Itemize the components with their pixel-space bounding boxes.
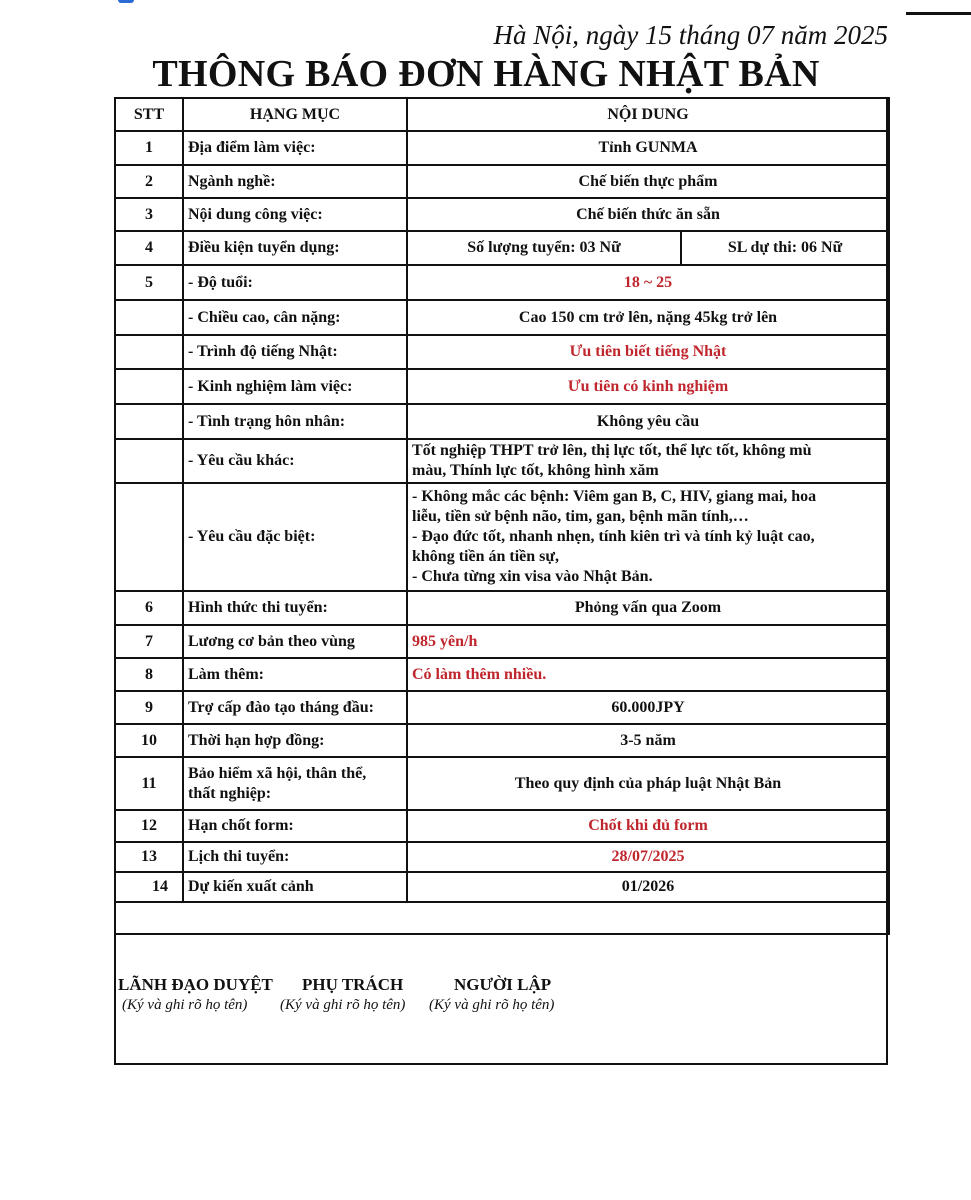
row-item: Lịch thi tuyển: bbox=[183, 842, 407, 872]
row-item: Dự kiến xuất cảnh bbox=[183, 872, 407, 902]
header-item: HẠNG MỤC bbox=[183, 98, 407, 131]
header-content: NỘI DUNG bbox=[407, 98, 889, 131]
value-line: liễu, tiền sử bệnh não, tim, gan, bệnh mãn tính,… bbox=[412, 508, 749, 525]
row-stt: 1 bbox=[115, 131, 183, 165]
signature-note: (Ký và ghi rõ họ tên) bbox=[280, 997, 406, 1013]
signature-label-supervisor: PHỤ TRÁCH bbox=[302, 975, 404, 994]
date-line: Hà Nội, ngày 15 tháng 07 năm 2025 bbox=[493, 20, 888, 50]
row-stt bbox=[115, 300, 183, 335]
row-item: - Độ tuổi: bbox=[183, 265, 407, 300]
row-stt: 8 bbox=[115, 658, 183, 691]
row-item: - Yêu cầu khác: bbox=[183, 439, 407, 483]
row-stt: 9 bbox=[115, 691, 183, 724]
row-item-multiline bbox=[183, 757, 407, 810]
row-item: Nội dung công việc: bbox=[183, 198, 407, 231]
value-line: không tiền án tiền sự, bbox=[412, 548, 559, 565]
row-item: Hạn chốt form: bbox=[183, 810, 407, 842]
value-line: màu, Thính lực tốt, không hình xăm bbox=[412, 462, 659, 479]
row-value: Ưu tiên biết tiếng Nhật bbox=[407, 335, 889, 369]
row-stt: 2 bbox=[115, 165, 183, 198]
row-value: 28/07/2025 bbox=[407, 842, 889, 872]
table-row bbox=[115, 658, 889, 691]
top-edge-mark bbox=[118, 0, 134, 3]
item-line: thất nghiệp: bbox=[188, 784, 272, 802]
row-item: - Tình trạng hôn nhân: bbox=[183, 404, 407, 439]
table-row bbox=[115, 691, 889, 724]
row-stt: 6 bbox=[115, 591, 183, 625]
row-stt: 13 bbox=[115, 842, 183, 872]
row-stt bbox=[115, 404, 183, 439]
row-item: - Chiều cao, cân nặng: bbox=[183, 300, 407, 335]
row-stt bbox=[115, 335, 183, 369]
table-row bbox=[115, 483, 889, 591]
row-value: Tỉnh GUNMA bbox=[407, 131, 889, 165]
signature-note: (Ký và ghi rõ họ tên) bbox=[122, 997, 248, 1013]
row-value: 18 ~ 25 bbox=[407, 265, 889, 300]
signature-note: (Ký và ghi rõ họ tên) bbox=[429, 997, 555, 1013]
row-value: Phỏng vấn qua Zoom bbox=[407, 591, 889, 625]
table-row bbox=[115, 625, 889, 658]
row-value: Cao 150 cm trở lên, nặng 45kg trở lên bbox=[407, 300, 889, 335]
table-row bbox=[115, 842, 889, 872]
row-value-multiline bbox=[407, 439, 889, 483]
row-item: - Trình độ tiếng Nhật: bbox=[183, 335, 407, 369]
signature-label-director: LÃNH ĐẠO DUYỆT bbox=[118, 975, 273, 994]
row-item: - Yêu cầu đặc biệt: bbox=[183, 483, 407, 591]
row-item: Lương cơ bản theo vùng bbox=[183, 625, 407, 658]
header-stt: STT bbox=[115, 98, 183, 131]
table-row bbox=[115, 439, 889, 483]
row-item: Địa điểm làm việc: bbox=[183, 131, 407, 165]
table-row bbox=[115, 265, 889, 300]
row-value: Ưu tiên có kinh nghiệm bbox=[407, 369, 889, 404]
row-value-multiline bbox=[407, 483, 889, 591]
row-value: 985 yên/h bbox=[407, 625, 889, 658]
document-title: THÔNG BÁO ĐƠN HÀNG NHẬT BẢN bbox=[152, 53, 820, 95]
item-line: Bảo hiểm xã hội, thân thể, bbox=[188, 764, 367, 782]
table-row bbox=[115, 757, 889, 810]
table-row bbox=[115, 369, 889, 404]
row-value: Chốt khi đủ form bbox=[407, 810, 889, 842]
row-item: Ngành nghề: bbox=[183, 165, 407, 198]
table-row bbox=[115, 810, 889, 842]
row-value: Theo quy định của pháp luật Nhật Bản bbox=[407, 757, 889, 810]
table-row bbox=[115, 591, 889, 625]
row-value: Không yêu cầu bbox=[407, 404, 889, 439]
row-value: Chế biến thức ăn sẵn bbox=[407, 198, 889, 231]
row-item: Thời hạn hợp đồng: bbox=[183, 724, 407, 757]
row-stt bbox=[115, 439, 183, 483]
row-stt: 14 bbox=[115, 872, 183, 902]
row-value: Chế biến thực phẩm bbox=[407, 165, 889, 198]
table-row bbox=[115, 872, 889, 902]
table-row bbox=[115, 724, 889, 757]
table-row bbox=[115, 300, 889, 335]
row-stt: 7 bbox=[115, 625, 183, 658]
row-value-quota: Số lượng tuyển: 03 Nữ bbox=[407, 231, 681, 265]
row-value: Có làm thêm nhiều. bbox=[407, 658, 889, 691]
signature-label-preparer: NGƯỜI LẬP bbox=[454, 975, 552, 994]
row-stt bbox=[115, 483, 183, 591]
row-value: 01/2026 bbox=[407, 872, 889, 902]
row-stt bbox=[115, 369, 183, 404]
row-item: Hình thức thi tuyển: bbox=[183, 591, 407, 625]
row-item: Trợ cấp đào tạo tháng đầu: bbox=[183, 691, 407, 724]
value-line: Tốt nghiệp THPT trở lên, thị lực tốt, thể lực tốt, không mù bbox=[412, 442, 812, 459]
table-row bbox=[115, 198, 889, 231]
table-row bbox=[115, 231, 889, 265]
row-value: 3-5 năm bbox=[407, 724, 889, 757]
table-header-row bbox=[115, 98, 889, 131]
table-row bbox=[115, 131, 889, 165]
table-row bbox=[115, 335, 889, 369]
row-stt: 10 bbox=[115, 724, 183, 757]
row-item: Điều kiện tuyển dụng: bbox=[183, 231, 407, 265]
blank-cell bbox=[115, 902, 889, 934]
row-stt: 12 bbox=[115, 810, 183, 842]
row-item: - Kinh nghiệm làm việc: bbox=[183, 369, 407, 404]
blank-row bbox=[115, 902, 889, 934]
row-stt: 5 bbox=[115, 265, 183, 300]
row-stt: 3 bbox=[115, 198, 183, 231]
row-value-exam-quota: SL dự thi: 06 Nữ bbox=[681, 231, 889, 265]
table-row bbox=[115, 165, 889, 198]
top-edge-rule bbox=[906, 12, 971, 15]
value-line: - Chưa từng xin visa vào Nhật Bản. bbox=[412, 568, 653, 585]
row-stt: 11 bbox=[115, 757, 183, 810]
table-row bbox=[115, 404, 889, 439]
row-stt: 4 bbox=[115, 231, 183, 265]
order-table bbox=[114, 97, 890, 935]
value-line: - Đạo đức tốt, nhanh nhẹn, tính kiên trì và tính kỷ luật cao, bbox=[412, 528, 815, 545]
row-item: Làm thêm: bbox=[183, 658, 407, 691]
value-line: - Không mắc các bệnh: Viêm gan B, C, HIV, giang mai, hoa bbox=[412, 488, 817, 505]
row-value: 60.000JPY bbox=[407, 691, 889, 724]
